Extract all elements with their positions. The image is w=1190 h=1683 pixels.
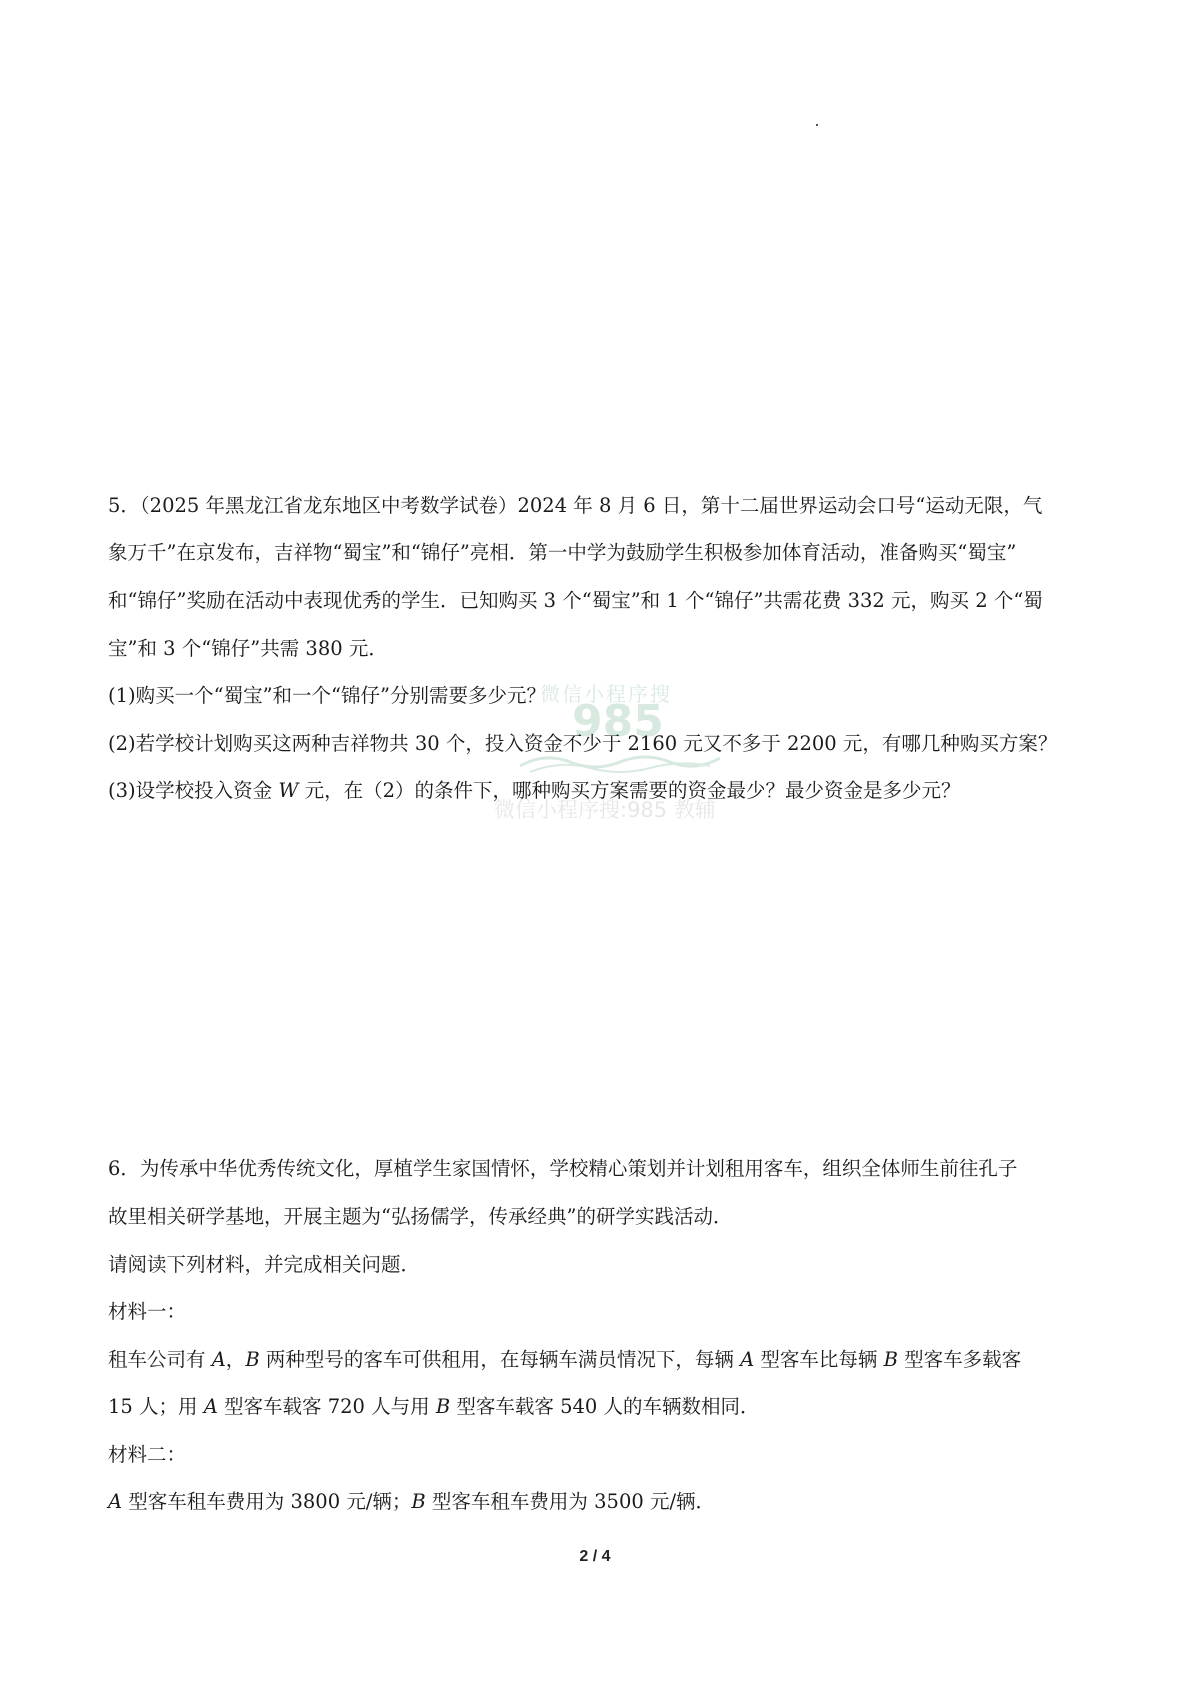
q6-material-1-title: 材料一： xyxy=(108,1300,187,1323)
m1-text-e: 型客车多载客 xyxy=(897,1348,1022,1371)
m1-var-b2: B xyxy=(883,1348,898,1371)
m1-l2-text-b: 型客车载客 720 人与用 xyxy=(217,1395,436,1418)
q6-line-2: 故里相关研学基地，开展主题为“弘扬儒学，传承经典”的研学实践活动． xyxy=(108,1205,733,1228)
m1-text-a: 租车公司有 xyxy=(108,1348,212,1371)
m1-l2-var-a: A xyxy=(203,1395,218,1418)
q6-line-3: 请阅读下列材料，并完成相关问题． xyxy=(108,1253,421,1276)
q6-material-1-line-2 xyxy=(108,1397,760,1417)
q5-line-3: 和“锦仔”奖励在活动中表现优秀的学生．已知购买 3 个“蜀宝”和 1 个“锦仔”共需花费 332 元，购买 2 个“蜀 xyxy=(108,589,1043,612)
q5-line-2: 象万千”在京发布，吉祥物“蜀宝”和“锦仔”亮相．第一中学为鼓励学生积极参加体育活动，准备购买“蜀宝” xyxy=(108,541,1017,564)
page-number: 2 / 4 xyxy=(579,1548,611,1565)
q5-var-w: W xyxy=(278,779,299,802)
watermark-number: 985 xyxy=(572,696,664,747)
m1-text-b: ， xyxy=(225,1348,246,1371)
stray-mark xyxy=(816,124,818,126)
q6-material-2-line xyxy=(108,1492,715,1512)
m2-var-a: A xyxy=(108,1490,123,1513)
m1-var-b: B xyxy=(245,1348,260,1371)
m2-var-b: B xyxy=(411,1490,426,1513)
q5-line-1: 5．（2025 年黑龙江省龙东地区中考数学试卷）2024 年 8 月 6 日，第十二届世界运动会口号“运动无限，气 xyxy=(108,494,1043,517)
watermark-bottom-text: 微信小程序搜:985 教辅 xyxy=(494,798,716,822)
q5-part-2: (2)若学校计划购买这两种吉祥物共 30 个，投入资金不少于 2160 元又不多于 2200 元，有哪几种购买方案？ xyxy=(108,732,1058,755)
m1-var-a: A xyxy=(211,1348,226,1371)
q5-part-1: (1)购买一个“蜀宝”和一个“锦仔”分别需要多少元？ xyxy=(108,684,546,707)
m2-text-b: 型客车租车费用为 3500 元/辆． xyxy=(425,1490,716,1513)
m1-text-d: 型客车比每辆 xyxy=(754,1348,884,1371)
m1-var-a2: A xyxy=(740,1348,755,1371)
m1-l2-text-c: 型客车载客 540 人的车辆数相同． xyxy=(450,1395,760,1418)
q5-part-3 xyxy=(108,781,960,801)
q5-part-3-post: 元，在（2）的条件下，哪种购买方案需要的资金最少？最少资金是多少元？ xyxy=(298,779,961,802)
q6-material-2-title: 材料二： xyxy=(108,1443,187,1466)
m1-l2-text-a: 15 人；用 xyxy=(108,1395,204,1418)
q5-part-3-pre: (3)设学校投入资金 xyxy=(108,779,279,802)
m2-text-a: 型客车租车费用为 3800 元/辆； xyxy=(122,1490,412,1513)
q6-material-1-line-1 xyxy=(108,1350,1021,1370)
q5-line-4: 宝”和 3 个“锦仔”共需 380 元． xyxy=(108,637,388,660)
m1-l2-var-b: B xyxy=(435,1395,451,1418)
m1-text-c: 两种型号的客车可供租用，在每辆车满员情况下，每辆 xyxy=(259,1348,741,1371)
watermark-top-text: 微信小程序搜 xyxy=(540,682,672,706)
q6-line-1: 6．为传承中华优秀传统文化，厚植学生家国情怀，学校精心策划并计划租用客车，组织全体师生前往孔子 xyxy=(108,1157,1018,1180)
